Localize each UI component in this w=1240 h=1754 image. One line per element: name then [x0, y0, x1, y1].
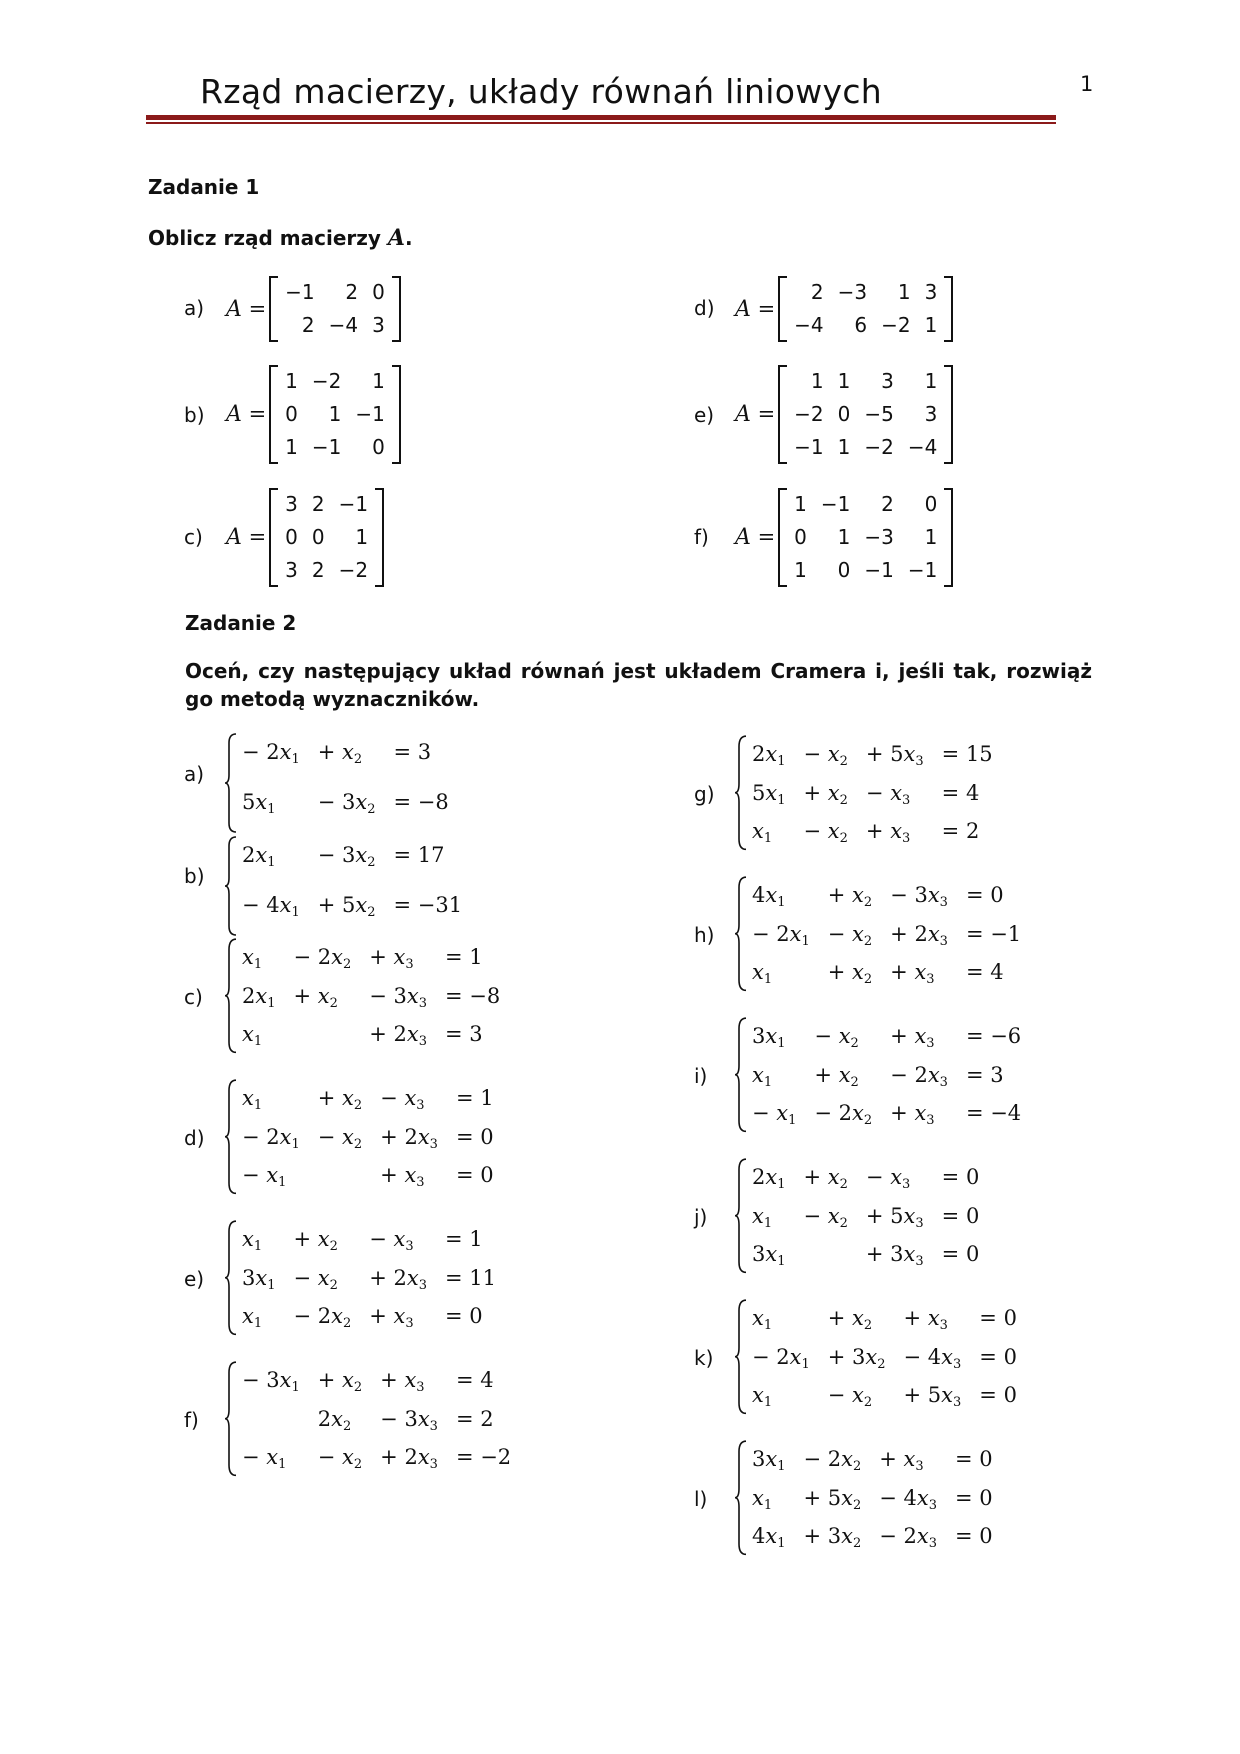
left-brace-icon: [224, 938, 238, 1054]
equation-term: + $5x_3$: [903, 1383, 962, 1410]
system-label: l): [694, 1487, 708, 1511]
equation-term: = 2: [941, 819, 980, 843]
left-brace-icon: [224, 836, 238, 936]
equation-term: + $2x_3$: [380, 1124, 438, 1152]
equation-term: + $x_3$: [890, 1024, 935, 1051]
system-label: f): [184, 1408, 199, 1432]
equation-system: [224, 1361, 512, 1477]
equation-term: = 1: [455, 1086, 494, 1110]
matrix-cell: −1: [820, 492, 851, 516]
equation-system: [734, 876, 1039, 992]
matrix-cell: 3: [924, 280, 938, 304]
equation-term: = 0: [955, 1447, 993, 1471]
equation-term: − $2x_2$: [814, 1101, 873, 1128]
equation-term: = 0: [941, 1242, 980, 1266]
equation-term: − $3x_3$: [380, 1406, 438, 1434]
equation-term: − $2x_1$: [752, 1344, 810, 1372]
equation-term: − $3x_3$: [369, 983, 428, 1011]
matrix-cell: 1: [372, 369, 385, 393]
equation-term: − $2x_1$: [242, 1124, 300, 1152]
matrix-cell: 6: [854, 313, 868, 337]
equation-term: − $2x_3$: [890, 1062, 948, 1090]
equation-term: + $3x_2$: [827, 1344, 886, 1372]
equation-term: = 15: [941, 742, 993, 766]
task1-heading: Zadanie 1: [148, 175, 260, 199]
equation-term: + $2x_3$: [369, 1265, 428, 1293]
matrix-cell: 1: [837, 525, 851, 549]
left-brace-icon: [734, 1440, 748, 1556]
matrix-cell: −4: [328, 313, 359, 337]
equation-term: − $x_2$: [317, 1445, 363, 1472]
matrix-expression: [226, 488, 384, 587]
equation-rows: [752, 735, 1011, 851]
equation-system: [734, 1440, 1011, 1556]
matrix-symbol: A: [387, 225, 405, 251]
matrix-cell: 3: [372, 313, 385, 337]
system-label: k): [694, 1346, 714, 1370]
equation-rows: [752, 876, 1039, 992]
matrix-cell: −2: [311, 369, 342, 393]
equation-term: = 4: [941, 780, 980, 805]
matrix-cell: 2: [345, 280, 359, 304]
equation-term: − $4x_3$: [879, 1485, 938, 1513]
equation-term: − $2x_2$: [293, 1304, 352, 1331]
equation-rows: [242, 1361, 512, 1477]
left-brace-icon: [734, 735, 748, 851]
equation-rows: [242, 938, 518, 1054]
matrix-cell: −5: [864, 402, 894, 426]
equation-term: + $x_2$: [317, 1368, 363, 1395]
equation-term: − $4x_1$: [242, 893, 300, 920]
matrix-cell: 0: [311, 525, 325, 549]
equation-term: = −1: [965, 921, 1022, 946]
system-label: d): [184, 1126, 205, 1150]
equation-term: $2x_2$: [317, 1406, 352, 1434]
equation-term: + $x_3$: [865, 819, 911, 846]
equation-term: = 0: [955, 1524, 993, 1548]
matrix-cell: 0: [372, 280, 385, 304]
equation-term: $2x_1$: [242, 983, 276, 1011]
matrix-cell: 0: [837, 558, 851, 582]
equation-rows: [752, 1017, 1039, 1133]
equation-term: = 0: [979, 1383, 1017, 1407]
task1-instruction: Oblicz rząd macierzy A.: [148, 225, 413, 251]
left-brace-icon: [224, 1079, 238, 1195]
equation-rows: [752, 1158, 997, 1274]
equation-term: [242, 1400, 318, 1439]
matrix-cell: 1: [924, 313, 938, 337]
matrix-bracket: [269, 276, 401, 342]
matrix-cell: −2: [338, 558, 369, 582]
matrix-cell: 1: [355, 525, 369, 549]
equation-term: + $x_2$: [803, 1165, 848, 1192]
equation-term: $x_1$: [752, 960, 773, 987]
equation-term: + $2x_3$: [369, 1022, 428, 1049]
equation-term: + $x_3$: [890, 960, 935, 987]
equation-term: $5x_1$: [752, 780, 786, 808]
equation-term: = 0: [941, 1165, 980, 1189]
matrix-cell: 3: [285, 558, 298, 582]
matrix-cell: 3: [881, 369, 894, 393]
matrix-label: d): [694, 296, 715, 320]
equation-term: − $2x_1$: [752, 921, 810, 949]
matrix-equals: A =: [226, 402, 267, 427]
equation-rows: [242, 733, 449, 833]
system-label: c): [184, 985, 203, 1009]
matrix-label: b): [184, 403, 205, 427]
equation-term: − $x_2$: [317, 1124, 363, 1152]
equation-term: = 1: [445, 945, 483, 969]
equation-term: − $4x_3$: [903, 1344, 962, 1372]
equation-term: − $x_2$: [293, 1265, 338, 1293]
matrix-cell: −1: [907, 558, 938, 582]
equation-term: = 0: [965, 883, 1004, 907]
matrix-cell: 3: [285, 492, 298, 516]
equation-system: [224, 733, 449, 833]
equation-term: − $x_2$: [814, 1024, 859, 1051]
equation-term: $x_1$: [752, 1306, 773, 1333]
equation-term: + $5x_3$: [865, 1203, 924, 1231]
equation-term: = 0: [941, 1203, 980, 1228]
equation-system: [734, 1299, 1035, 1415]
equation-term: + $x_2$: [803, 780, 848, 808]
equation-term: [318, 1156, 380, 1195]
equation-term: − $x_2$: [827, 1383, 873, 1410]
equation-term: + $x_2$: [827, 1306, 873, 1333]
system-label: j): [694, 1205, 708, 1229]
equation-term: $2x_1$: [752, 742, 786, 769]
matrix-expression: [226, 276, 401, 342]
matrix-bracket: [778, 276, 953, 342]
equation-term: − $3x_1$: [242, 1368, 300, 1395]
matrix-cell: 0: [924, 492, 938, 516]
system-label: e): [184, 1267, 205, 1291]
matrix-cell: 1: [794, 492, 807, 516]
equation-term: − $x_1$: [242, 1445, 287, 1472]
equation-term: = 1: [445, 1227, 483, 1251]
matrix-expression: [735, 276, 953, 342]
header-rule-thin: [146, 122, 1056, 124]
equation-rows: [242, 1220, 514, 1336]
matrix-cell: 3: [924, 402, 938, 426]
matrix-bracket: [778, 365, 953, 464]
matrix-equals: A =: [735, 525, 776, 550]
equation-term: − $x_2$: [803, 1203, 848, 1231]
equation-term: + $5x_2$: [803, 1485, 862, 1513]
system-label: b): [184, 864, 205, 888]
equation-term: $x_1$: [752, 1485, 773, 1513]
matrix-cell: 1: [328, 402, 342, 426]
matrix-cell: 2: [301, 313, 315, 337]
equation-term: + $3x_2$: [803, 1524, 862, 1551]
left-brace-icon: [734, 876, 748, 992]
matrix-expression: [735, 488, 953, 587]
matrix-cell: 0: [285, 402, 298, 426]
equation-rows: [242, 1079, 512, 1195]
equation-term: $x_1$: [752, 1203, 773, 1231]
equation-term: − $2x_1$: [242, 740, 300, 767]
equation-term: + $x_3$: [369, 945, 414, 972]
equation-term: − $3x_2$: [317, 843, 376, 870]
equation-term: + $5x_3$: [865, 742, 924, 769]
equation-term: $x_1$: [242, 1086, 263, 1113]
equation-term: − $x_3$: [380, 1086, 425, 1113]
matrix-equals: A =: [735, 402, 776, 427]
equation-term: + $x_2$: [293, 1227, 338, 1254]
matrix-cell: 2: [311, 558, 325, 582]
matrix-cell: 1: [810, 369, 824, 393]
equation-term: = −4: [965, 1101, 1022, 1125]
system-label: h): [694, 923, 715, 947]
matrix-cell: 0: [794, 525, 807, 549]
equation-rows: [752, 1299, 1035, 1415]
matrix-cell: 0: [837, 402, 851, 426]
equation-system: [734, 1017, 1039, 1133]
matrix-cell: −1: [864, 558, 894, 582]
matrix-bracket: [778, 488, 953, 587]
matrix-cell: −1: [794, 435, 824, 459]
matrix-cell: −3: [864, 525, 894, 549]
equation-term: $3x_1$: [752, 1024, 786, 1051]
equation-term: + $x_2$: [293, 983, 338, 1011]
equation-term: − $2x_2$: [803, 1447, 862, 1474]
matrix-bracket: [269, 488, 384, 587]
equation-system: [224, 1079, 512, 1195]
equation-term: + $x_2$: [317, 740, 363, 767]
matrix-cell: −4: [907, 435, 938, 459]
matrix-cell: −3: [837, 280, 868, 304]
equation-term: − $x_3$: [865, 1165, 911, 1192]
equation-rows: [242, 836, 463, 936]
matrix-cell: 1: [897, 280, 911, 304]
matrix-label: e): [694, 403, 715, 427]
matrix-bracket: [269, 365, 401, 464]
equation-term: $x_1$: [242, 1304, 263, 1331]
matrix-expression: [226, 365, 401, 464]
matrix-label: c): [184, 525, 203, 549]
equation-term: − $x_1$: [242, 1163, 287, 1190]
equation-term: + $x_3$: [890, 1101, 935, 1128]
equation-term: − $x_3$: [865, 780, 911, 808]
equation-term: + $x_2$: [317, 1086, 363, 1113]
page-title: Rząd macierzy, układy równań liniowych: [199, 72, 883, 111]
equation-term: = 2: [455, 1406, 494, 1431]
equation-term: − $2x_3$: [879, 1524, 938, 1551]
equation-term: $x_1$: [242, 1227, 263, 1254]
equation-term: $5x_1$: [242, 790, 276, 817]
equation-term: = 11: [445, 1265, 497, 1290]
matrix-cell: −2: [881, 313, 911, 337]
matrix-equals: A =: [735, 296, 776, 322]
equation-term: = 0: [979, 1344, 1017, 1369]
equation-term: $3x_1$: [752, 1242, 786, 1269]
equation-term: $x_1$: [752, 819, 773, 846]
left-brace-icon: [734, 1158, 748, 1274]
matrix-cell: −1: [355, 402, 385, 426]
matrix-cell: 1: [924, 369, 938, 393]
matrix-cell: −1: [285, 280, 315, 304]
equation-term: $4x_1$: [752, 883, 786, 910]
matrix-cell: −4: [794, 313, 824, 337]
left-brace-icon: [224, 1361, 238, 1477]
equation-term: − $x_2$: [803, 819, 848, 846]
equation-term: $3x_1$: [752, 1447, 786, 1474]
equation-term: + $2x_3$: [380, 1445, 438, 1472]
left-brace-icon: [734, 1299, 748, 1415]
equation-term: = −6: [965, 1024, 1022, 1048]
equation-term: + $x_3$: [903, 1306, 948, 1333]
matrix-cell: 1: [837, 435, 851, 459]
equation-term: = 4: [965, 960, 1004, 984]
matrix-cell: −1: [338, 492, 369, 516]
equation-term: − $2x_2$: [293, 945, 352, 972]
page-number: 1: [1080, 72, 1094, 96]
left-brace-icon: [224, 1220, 238, 1336]
equation-term: = 0: [979, 1306, 1017, 1330]
equation-term: − $x_3$: [369, 1227, 414, 1254]
equation-term: = 17: [393, 843, 445, 867]
equation-term: $x_1$: [242, 1022, 263, 1049]
equation-term: = 3: [965, 1062, 1004, 1087]
equation-term: = −2: [455, 1445, 512, 1469]
equation-term: + $3x_3$: [865, 1242, 924, 1269]
equation-term: − $3x_3$: [890, 883, 948, 910]
equation-term: + $5x_2$: [317, 893, 376, 920]
equation-system: [734, 735, 1011, 851]
equation-term: = 3: [393, 740, 432, 764]
matrix-cell: 1: [924, 525, 938, 549]
equation-term: [294, 1015, 370, 1054]
equation-term: $2x_1$: [752, 1165, 786, 1192]
matrix-cell: 1: [794, 558, 807, 582]
equation-term: + $x_2$: [827, 883, 873, 910]
equation-term: − $x_2$: [803, 742, 848, 769]
matrix-cell: 0: [372, 435, 385, 459]
equation-term: $2x_1$: [242, 843, 276, 870]
matrix-cell: −2: [794, 402, 824, 426]
equation-system: [224, 1220, 514, 1336]
equation-term: + $x_2$: [827, 960, 873, 987]
matrix-cell: 2: [311, 492, 325, 516]
header-rule: [146, 115, 1056, 120]
matrix-label: a): [184, 296, 205, 320]
task2-heading: Zadanie 2: [185, 611, 297, 635]
equation-term: + $x_3$: [380, 1163, 425, 1190]
equation-term: = −8: [445, 983, 501, 1008]
equation-term: = −8: [393, 790, 449, 814]
matrix-label: f): [694, 525, 709, 549]
equation-term: − $x_1$: [752, 1101, 797, 1128]
matrix-equals: A =: [226, 525, 267, 550]
equation-term: $4x_1$: [752, 1524, 786, 1551]
equation-term: = 0: [455, 1163, 494, 1187]
system-label: g): [694, 782, 715, 806]
equation-term: $x_1$: [242, 945, 263, 972]
equation-term: + $x_3$: [380, 1368, 425, 1395]
system-label: i): [694, 1064, 708, 1088]
equation-term: $x_1$: [752, 1062, 773, 1090]
equation-term: − $x_2$: [827, 921, 873, 949]
matrix-equals: A =: [226, 296, 267, 322]
matrix-cell: 1: [285, 435, 298, 459]
equation-term: + $x_2$: [814, 1062, 859, 1090]
equation-term: = −31: [393, 893, 463, 917]
matrix-cell: 0: [285, 525, 298, 549]
equation-term: + $2x_3$: [890, 921, 948, 949]
equation-system: [224, 938, 518, 1054]
equation-term: [804, 1235, 866, 1274]
equation-rows: [752, 1440, 1011, 1556]
equation-term: − $3x_2$: [317, 790, 376, 817]
matrix-cell: −2: [864, 435, 894, 459]
left-brace-icon: [224, 733, 238, 833]
equation-system: [734, 1158, 997, 1274]
task2-instruction: Oceń, czy następujący układ równań jest układem Cramera i, jeśli tak, rozwiąż go metodą wyznaczników.: [185, 659, 1092, 711]
matrix-expression: [735, 365, 953, 464]
equation-term: = 0: [955, 1485, 993, 1510]
equation-term: + $x_3$: [879, 1447, 924, 1474]
matrix-cell: 2: [881, 492, 894, 516]
matrix-cell: 2: [810, 280, 824, 304]
system-label: a): [184, 762, 205, 786]
equation-term: $3x_1$: [242, 1265, 276, 1293]
equation-term: + $x_3$: [369, 1304, 414, 1331]
equation-term: = 3: [445, 1022, 483, 1046]
equation-term: = 0: [445, 1304, 483, 1328]
equation-term: = 0: [455, 1124, 494, 1149]
matrix-cell: 1: [285, 369, 298, 393]
equation-system: [224, 836, 463, 936]
equation-term: $x_1$: [752, 1383, 773, 1410]
matrix-cell: 1: [837, 369, 851, 393]
left-brace-icon: [734, 1017, 748, 1133]
matrix-cell: −1: [311, 435, 342, 459]
equation-term: = 4: [455, 1368, 494, 1392]
